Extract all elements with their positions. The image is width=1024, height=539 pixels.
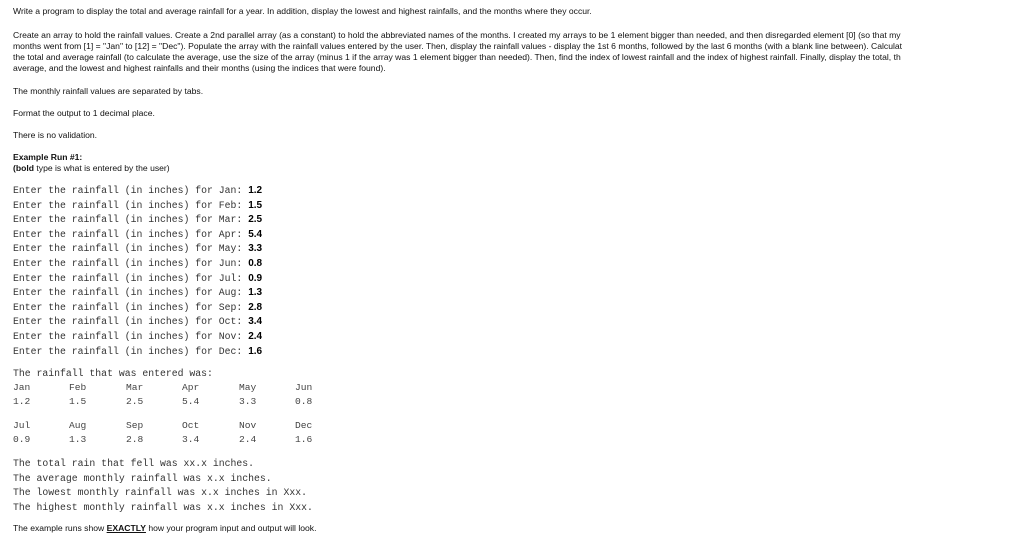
footer-after: how your program input and output will look.: [145, 523, 317, 533]
assignment-document: [13, 0, 1024, 539]
prompt-input: 2.5: [248, 214, 263, 226]
prompt-text: Enter the rainfall (in inches) for: [13, 185, 213, 196]
prompt-input: 2.8: [248, 301, 263, 313]
prompt-month: Apr:: [218, 228, 243, 240]
summary-total: The total rain that fell was xx.x inches.: [13, 458, 255, 469]
instructions-line: Create an array to hold the rainfall values. Create a 2nd parallel array (as a constant) to hold the abbreviated names of the months. I created my arrays to be 1 element bigger than needed, and then disregarded element [0] (so that my: [13, 30, 901, 40]
prompt-row: [13, 345, 262, 360]
prompt-month: Dec:: [218, 345, 243, 357]
rainfall-value: 5.4: [182, 396, 200, 407]
prompt-month: Jul:: [218, 272, 243, 284]
prompt-text: Enter the rainfall (in inches) for: [13, 316, 213, 328]
prompt-month: May:: [218, 243, 243, 255]
rainfall-value: 2.8: [126, 434, 144, 445]
prompt-text: Enter the rainfall (in inches) for: [13, 243, 213, 255]
rainfall-value: 1.2: [13, 396, 31, 407]
summary-average: The average monthly rainfall was x.x inches.: [13, 472, 272, 484]
instructions-line: the total and average rainfall (to calculate the average, use the size of the array (minus 1 if the array was 1 element bigger than needed). Then, find the index of lowest rainfall and the index of highest rainfall. Finally, display the total, th: [13, 52, 901, 62]
prompt-input: 1.3: [248, 287, 263, 299]
instructions-line: average, and the lowest and highest rainfalls and their months (using the indices that were found).: [13, 63, 386, 73]
prompt-month: Sep:: [218, 301, 243, 313]
prompt-row: [13, 315, 262, 330]
bold-note-rest: type is what is entered by the user): [34, 163, 170, 173]
month-label: Sep: [126, 420, 144, 431]
prompt-text: Enter the rainfall (in inches) for: [13, 272, 213, 284]
intro-text: Write a program to display the total and average rainfall for a year. In addition, display the lowest and highest rainfalls, and the months where they occur.: [13, 6, 592, 16]
rainfall-value: 3.4: [182, 434, 200, 445]
prompt-row: [13, 301, 262, 316]
rainfall-value: 1.3: [69, 434, 87, 445]
prompt-month: Feb:: [218, 199, 243, 211]
prompt-text: Enter the rainfall (in inches) for: [13, 199, 213, 211]
validation-note: There is no validation.: [13, 130, 98, 140]
month-label: Oct: [182, 420, 200, 431]
entered-header: The rainfall that was entered was:: [13, 368, 213, 379]
prompt-month: Jun:: [218, 258, 243, 269]
month-label: Feb: [69, 382, 87, 393]
month-label: Mar: [126, 382, 144, 393]
example-heading: Example Run #1:: [13, 152, 83, 162]
footer-before: The example runs show: [13, 523, 107, 533]
summary-highest: The highest monthly rainfall was x.x inches in Xxx.: [13, 501, 313, 513]
bold-note-bold: (bold: [13, 163, 34, 173]
rainfall-value: 0.8: [295, 396, 313, 407]
prompt-row: [13, 199, 262, 214]
summary-lowest: The lowest monthly rainfall was x.x inches in Xxx.: [13, 487, 307, 498]
prompt-row: [13, 213, 262, 228]
footer-emphasis: EXACTLY: [106, 523, 146, 533]
month-label: Nov: [239, 420, 257, 431]
prompt-row: [13, 184, 262, 199]
prompt-text: Enter the rainfall (in inches) for: [13, 228, 213, 240]
prompt-month: Oct:: [218, 316, 243, 328]
month-label: Jan: [13, 382, 31, 393]
rainfall-value: 0.9: [13, 434, 31, 445]
prompt-row: [13, 257, 262, 272]
tabs-note: The monthly rainfall values are separated by tabs.: [13, 86, 204, 96]
month-label: Jun: [295, 382, 313, 393]
prompt-month: Aug:: [218, 287, 243, 299]
prompt-row: [13, 242, 262, 257]
prompt-row: [13, 272, 262, 287]
prompt-input: 3.3: [248, 243, 263, 255]
instructions-paragraph: [13, 30, 902, 74]
prompt-text: Enter the rainfall (in inches) for: [13, 287, 213, 299]
prompt-input: 3.4: [248, 316, 263, 328]
prompt-input: 1.2: [248, 185, 263, 196]
prompt-input: 0.8: [248, 258, 263, 269]
rainfall-value: 1.5: [69, 396, 87, 407]
format-note: Format the output to 1 decimal place.: [13, 108, 155, 118]
prompt-text: Enter the rainfall (in inches) for: [13, 258, 213, 269]
prompt-month: Jan:: [218, 185, 243, 196]
prompt-input: 1.6: [248, 345, 263, 357]
month-label: Dec: [295, 420, 313, 431]
prompt-input: 5.4: [248, 228, 263, 240]
prompt-row: [13, 286, 262, 301]
rainfall-value: 2.4: [239, 434, 257, 445]
bold-note: [13, 163, 170, 174]
prompt-input: 2.4: [248, 331, 263, 342]
prompt-row: [13, 228, 262, 243]
month-label: Apr: [182, 382, 200, 393]
instructions-line: months went from [1] = "Jan" to [12] = "Dec"). Populate the array with the rainfall values entered by the user. Then, display the rainfall values - display the 1st 6 months, followed by the last 6 months (with a blank line between). Calculat: [13, 41, 903, 51]
footer-note: [13, 523, 317, 534]
rainfall-value: 1.6: [295, 434, 313, 445]
prompt-text: Enter the rainfall (in inches) for: [13, 214, 213, 226]
prompt-text: Enter the rainfall (in inches) for: [13, 345, 213, 357]
rainfall-value: 2.5: [126, 396, 144, 407]
rainfall-value: 3.3: [239, 396, 257, 407]
prompt-input: 0.9: [248, 272, 263, 284]
prompt-month: Mar:: [218, 214, 243, 226]
prompt-text: Enter the rainfall (in inches) for: [13, 301, 213, 313]
month-label: Jul: [13, 420, 31, 431]
month-label: May: [239, 382, 257, 393]
prompt-text: Enter the rainfall (in inches) for: [13, 331, 213, 342]
month-label: Aug: [69, 420, 87, 431]
prompt-row: [13, 330, 262, 345]
prompt-month: Nov:: [218, 331, 243, 342]
prompt-input: 1.5: [248, 199, 263, 211]
